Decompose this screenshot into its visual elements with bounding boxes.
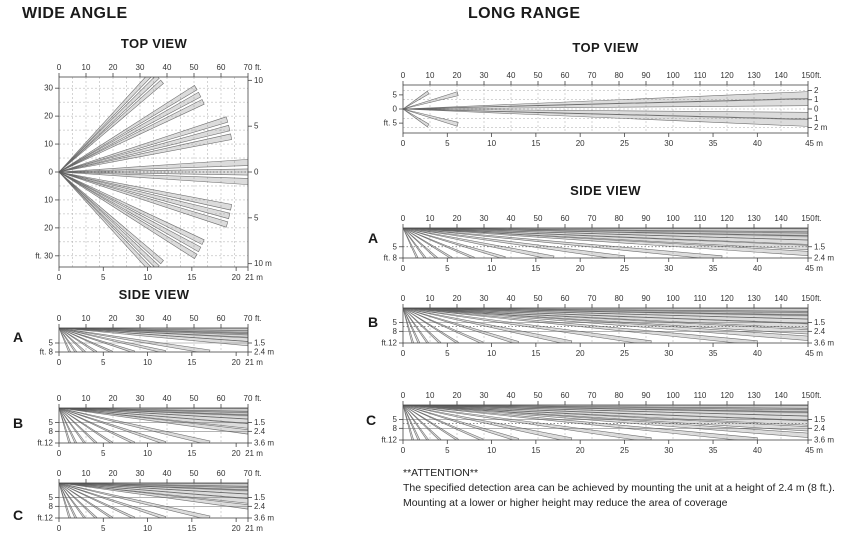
top-tick-label: 10 xyxy=(425,71,435,80)
top-tick-label: 30 xyxy=(135,394,145,403)
top-tick-label: 50 xyxy=(189,469,199,478)
bottom-tick-label: 20 xyxy=(231,524,241,533)
top-tick-label: 60 xyxy=(216,394,226,403)
top-tick-label: 60 xyxy=(560,214,570,223)
top-tick-label: 100 xyxy=(666,294,680,303)
top-tick-label: 100 xyxy=(666,214,680,223)
top-tick-label: 130 xyxy=(747,391,761,400)
top-tick-label: 150 xyxy=(801,391,815,400)
top-tick-label: 130 xyxy=(747,294,761,303)
top-tick-label: 40 xyxy=(506,214,516,223)
left-tick-label: ft. 8 xyxy=(39,347,53,357)
top-tick-label: 80 xyxy=(614,391,624,400)
bottom-tick-label: 20 xyxy=(231,358,241,367)
top-tick-label: 130 xyxy=(747,71,761,80)
top-tick-label: 40 xyxy=(506,294,516,303)
top-tick-label: 60 xyxy=(560,294,570,303)
right-tick-label: 2 xyxy=(814,85,819,95)
bottom-end-label: 45 m xyxy=(805,349,823,358)
long-side-a-svg xyxy=(380,205,842,275)
bottom-tick-label: 0 xyxy=(400,139,406,148)
left-tick-label: 30 xyxy=(44,83,53,93)
bottom-tick-label: 10 xyxy=(143,273,153,282)
top-tick-label: 80 xyxy=(614,214,624,223)
bottom-tick-label: 40 xyxy=(752,446,762,455)
top-tick-label: 10 xyxy=(81,63,91,72)
top-tick-label: 140 xyxy=(774,294,788,303)
top-tick-label: 10 xyxy=(81,394,91,403)
right-tick-label: 3.6 m xyxy=(814,435,835,445)
left-tick-label: 8 xyxy=(392,326,397,336)
bottom-tick-label: 15 xyxy=(187,358,197,367)
long-side-c-svg xyxy=(380,382,842,456)
bottom-tick-label: 20 xyxy=(231,449,241,458)
right-tick-label: 1.5 xyxy=(254,493,266,503)
bottom-tick-label: 40 xyxy=(752,264,762,273)
right-tick-label: 1.5 xyxy=(254,338,266,348)
bottom-tick-label: 0 xyxy=(400,349,406,358)
top-tick-label: 40 xyxy=(506,71,516,80)
top-tick-label: 0 xyxy=(400,214,406,223)
top-tick-label: 10 xyxy=(425,214,435,223)
right-tick-label: 3.6 m xyxy=(254,513,275,523)
left-tick-label: 5 xyxy=(48,338,53,348)
row-label-long-c: C xyxy=(366,412,377,428)
top-tick-label: 20 xyxy=(108,63,118,72)
long-top-view-chart xyxy=(380,58,842,163)
top-tick-label: 80 xyxy=(614,71,624,80)
bottom-tick-label: 0 xyxy=(56,524,62,533)
bottom-tick-label: 10 xyxy=(143,358,153,367)
top-tick-label: 70 xyxy=(587,391,597,400)
right-tick-label: 3.6 m xyxy=(254,438,275,448)
right-tick-label: 2.4 xyxy=(254,501,266,511)
right-tick-label: 2.4 xyxy=(814,326,826,336)
attention-line2: Mounting at a lower or higher height may reduce the area of coverage xyxy=(403,497,728,509)
top-tick-label: 40 xyxy=(162,63,172,72)
bottom-tick-label: 5 xyxy=(445,349,450,358)
top-axis-unit: ft. xyxy=(815,71,822,80)
right-tick-label: 10 xyxy=(254,75,263,85)
detection-beam xyxy=(403,92,458,109)
top-tick-label: 60 xyxy=(216,469,226,478)
bottom-end-label: 45 m xyxy=(805,264,823,273)
attention-line1: The specified detection area can be achieved by mounting the unit at a height of 2.4 m (8 ft.). xyxy=(403,482,835,494)
row-label-wide-b: B xyxy=(13,415,24,431)
left-tick-label: 10 xyxy=(44,195,53,205)
top-axis-unit: ft. xyxy=(815,391,822,400)
top-tick-label: 110 xyxy=(693,391,707,400)
top-tick-label: 90 xyxy=(641,294,651,303)
bottom-tick-label: 35 xyxy=(708,264,718,273)
bottom-tick-label: 20 xyxy=(575,349,585,358)
right-tick-label: 10 m xyxy=(254,259,272,269)
top-axis-unit: ft. xyxy=(255,63,262,72)
top-tick-label: 30 xyxy=(135,63,145,72)
top-tick-label: 40 xyxy=(506,391,516,400)
top-axis-unit: ft. xyxy=(815,214,822,223)
top-tick-label: 70 xyxy=(243,394,253,403)
bottom-tick-label: 25 xyxy=(620,446,629,455)
right-tick-label: 1.5 xyxy=(814,415,826,425)
left-tick-label: 8 xyxy=(48,426,53,436)
bottom-end-label: 45 m xyxy=(805,139,823,148)
top-tick-label: 0 xyxy=(56,469,62,478)
bottom-tick-label: 15 xyxy=(531,349,541,358)
top-tick-label: 70 xyxy=(587,214,597,223)
top-tick-label: 50 xyxy=(189,314,199,323)
top-tick-label: 20 xyxy=(452,214,462,223)
top-tick-label: 50 xyxy=(533,214,543,223)
bottom-tick-label: 25 xyxy=(620,264,629,273)
right-tick-label: 0 xyxy=(254,167,259,177)
left-tick-label: 5 xyxy=(392,90,397,100)
top-tick-label: 50 xyxy=(533,391,543,400)
top-tick-label: 70 xyxy=(587,71,597,80)
top-tick-label: 0 xyxy=(400,71,406,80)
top-tick-label: 100 xyxy=(666,391,680,400)
top-tick-label: 30 xyxy=(479,214,489,223)
bottom-end-label: 21 m xyxy=(245,524,263,533)
left-tick-label: ft.12 xyxy=(37,513,53,523)
row-label-wide-a: A xyxy=(13,329,24,345)
right-tick-label: 1 xyxy=(814,95,819,105)
left-tick-label: 10 xyxy=(44,139,53,149)
long-side-view-chart-b xyxy=(380,285,842,359)
top-tick-label: 0 xyxy=(56,394,62,403)
wide-top-svg xyxy=(20,50,310,290)
right-tick-label: 2.4 m xyxy=(254,347,275,357)
bottom-tick-label: 20 xyxy=(575,139,585,148)
bottom-tick-label: 15 xyxy=(187,273,197,282)
top-tick-label: 20 xyxy=(108,314,118,323)
right-tick-label: 3.6 m xyxy=(814,338,835,348)
bottom-tick-label: 10 xyxy=(143,524,153,533)
top-tick-label: 0 xyxy=(400,294,406,303)
left-tick-label: 5 xyxy=(392,415,397,425)
top-tick-label: 50 xyxy=(533,71,543,80)
wide-side-view-title: SIDE VIEW xyxy=(118,287,190,302)
right-tick-label: 2.4 xyxy=(814,423,826,433)
bottom-tick-label: 0 xyxy=(56,273,62,282)
top-tick-label: 30 xyxy=(479,71,489,80)
top-tick-label: 30 xyxy=(135,314,145,323)
long-side-view-title: SIDE VIEW xyxy=(570,183,641,198)
top-tick-label: 0 xyxy=(56,314,62,323)
long-range-heading: LONG RANGE xyxy=(468,5,581,22)
right-tick-label: 2.4 xyxy=(254,426,266,436)
bottom-tick-label: 40 xyxy=(752,349,762,358)
top-tick-label: 70 xyxy=(243,314,253,323)
bottom-tick-label: 0 xyxy=(56,449,62,458)
top-tick-label: 120 xyxy=(720,391,734,400)
attention-title: **ATTENTION** xyxy=(403,467,479,479)
top-tick-label: 20 xyxy=(452,294,462,303)
row-label-long-b: B xyxy=(368,314,379,330)
top-tick-label: 100 xyxy=(666,71,680,80)
bottom-tick-label: 5 xyxy=(101,524,106,533)
left-tick-label: 5 xyxy=(392,242,397,252)
top-tick-label: 10 xyxy=(81,314,91,323)
long-side-view-chart-c xyxy=(380,382,842,456)
left-tick-label: 0 xyxy=(48,167,53,177)
top-tick-label: 60 xyxy=(216,314,226,323)
right-tick-label: 5 xyxy=(254,213,259,223)
left-tick-label: 5 xyxy=(48,493,53,503)
top-tick-label: 90 xyxy=(641,71,651,80)
bottom-tick-label: 20 xyxy=(575,264,585,273)
top-tick-label: 150 xyxy=(801,71,815,80)
top-tick-label: 60 xyxy=(560,71,570,80)
top-tick-label: 30 xyxy=(479,391,489,400)
wide-top-view-chart xyxy=(20,50,310,290)
top-axis-unit: ft. xyxy=(255,394,262,403)
bottom-tick-label: 15 xyxy=(531,446,541,455)
bottom-tick-label: 5 xyxy=(101,273,106,282)
detection-beam xyxy=(403,109,429,127)
top-axis-unit: ft. xyxy=(815,294,822,303)
bottom-tick-label: 30 xyxy=(664,446,674,455)
top-tick-label: 60 xyxy=(560,391,570,400)
bottom-tick-label: 20 xyxy=(231,273,241,282)
top-tick-label: 30 xyxy=(135,469,145,478)
bottom-tick-label: 25 xyxy=(620,139,629,148)
top-tick-label: 20 xyxy=(452,71,462,80)
left-tick-label: ft. 5 xyxy=(383,118,397,128)
top-tick-label: 140 xyxy=(774,71,788,80)
top-tick-label: 40 xyxy=(162,394,172,403)
top-tick-label: 10 xyxy=(425,391,435,400)
wide-side-b-svg xyxy=(20,385,310,460)
top-tick-label: 60 xyxy=(216,63,226,72)
bottom-tick-label: 20 xyxy=(575,446,585,455)
top-tick-label: 40 xyxy=(162,314,172,323)
top-tick-label: 80 xyxy=(614,294,624,303)
bottom-tick-label: 10 xyxy=(143,449,153,458)
detection-beam xyxy=(403,109,458,126)
bottom-tick-label: 10 xyxy=(487,349,497,358)
bottom-tick-label: 0 xyxy=(400,446,406,455)
right-tick-label: 1 xyxy=(814,113,819,123)
right-tick-label: 1.5 xyxy=(814,242,826,252)
bottom-tick-label: 10 xyxy=(487,446,497,455)
left-tick-label: ft. 8 xyxy=(383,253,397,263)
top-tick-label: 120 xyxy=(720,214,734,223)
right-tick-label: 0 xyxy=(814,104,819,114)
top-tick-label: 20 xyxy=(108,394,118,403)
top-tick-label: 90 xyxy=(641,214,651,223)
top-tick-label: 110 xyxy=(693,71,707,80)
top-tick-label: 120 xyxy=(720,294,734,303)
bottom-tick-label: 15 xyxy=(531,139,541,148)
left-tick-label: ft.12 xyxy=(381,435,397,445)
top-tick-label: 50 xyxy=(533,294,543,303)
left-tick-label: 8 xyxy=(48,501,53,511)
left-tick-label: 5 xyxy=(48,418,53,428)
bottom-tick-label: 5 xyxy=(445,264,450,273)
row-label-wide-c: C xyxy=(13,507,24,523)
bottom-tick-label: 30 xyxy=(664,349,674,358)
wide-side-a-svg xyxy=(20,303,310,373)
long-side-view-chart-a xyxy=(380,205,842,275)
bottom-tick-label: 30 xyxy=(664,139,674,148)
wide-angle-heading: WIDE ANGLE xyxy=(22,5,128,22)
top-tick-label: 90 xyxy=(641,391,651,400)
left-tick-label: 20 xyxy=(44,111,53,121)
bottom-tick-label: 15 xyxy=(187,449,197,458)
bottom-end-label: 21 m xyxy=(245,449,263,458)
bottom-tick-label: 15 xyxy=(187,524,197,533)
bottom-tick-label: 5 xyxy=(445,446,450,455)
top-tick-label: 10 xyxy=(81,469,91,478)
wide-side-c-svg xyxy=(20,460,310,535)
top-tick-label: 20 xyxy=(108,469,118,478)
bottom-end-label: 45 m xyxy=(805,446,823,455)
bottom-end-label: 21 m xyxy=(245,273,263,282)
right-tick-label: 2.4 m xyxy=(814,253,835,263)
bottom-tick-label: 30 xyxy=(664,264,674,273)
top-axis-unit: ft. xyxy=(255,469,262,478)
top-axis-unit: ft. xyxy=(255,314,262,323)
right-tick-label: 5 xyxy=(254,121,259,131)
bottom-tick-label: 10 xyxy=(487,264,497,273)
bottom-tick-label: 35 xyxy=(708,446,718,455)
top-tick-label: 0 xyxy=(56,63,62,72)
left-tick-label: ft. 30 xyxy=(35,251,53,261)
bottom-tick-label: 35 xyxy=(708,139,718,148)
right-tick-label: 1.5 xyxy=(814,318,826,328)
top-tick-label: 110 xyxy=(693,294,707,303)
top-tick-label: 70 xyxy=(587,294,597,303)
top-tick-label: 70 xyxy=(243,63,253,72)
right-tick-label: 2 m xyxy=(814,123,828,133)
left-tick-label: 0 xyxy=(392,104,397,114)
bottom-tick-label: 5 xyxy=(101,449,106,458)
bottom-tick-label: 25 xyxy=(620,349,629,358)
bottom-tick-label: 15 xyxy=(531,264,541,273)
row-label-long-a: A xyxy=(368,230,379,246)
top-tick-label: 50 xyxy=(189,63,199,72)
bottom-tick-label: 0 xyxy=(56,358,62,367)
top-tick-label: 10 xyxy=(425,294,435,303)
bottom-tick-label: 35 xyxy=(708,349,718,358)
top-tick-label: 140 xyxy=(774,391,788,400)
bottom-end-label: 21 m xyxy=(245,358,263,367)
left-tick-label: 20 xyxy=(44,223,53,233)
wide-side-view-chart-a xyxy=(20,303,310,373)
top-tick-label: 120 xyxy=(720,71,734,80)
long-top-view-title: TOP VIEW xyxy=(572,40,639,55)
top-tick-label: 140 xyxy=(774,214,788,223)
left-tick-label: ft.12 xyxy=(381,338,397,348)
right-tick-label: 1.5 xyxy=(254,418,266,428)
left-tick-label: ft.12 xyxy=(37,438,53,448)
bottom-tick-label: 40 xyxy=(752,139,762,148)
bottom-tick-label: 5 xyxy=(445,139,450,148)
detection-beam xyxy=(403,91,429,109)
long-top-svg xyxy=(380,58,842,163)
top-tick-label: 40 xyxy=(162,469,172,478)
top-tick-label: 20 xyxy=(452,391,462,400)
wide-side-view-chart-c xyxy=(20,460,310,535)
attention-note xyxy=(403,466,835,511)
bottom-tick-label: 5 xyxy=(101,358,106,367)
bottom-tick-label: 10 xyxy=(487,139,497,148)
top-tick-label: 150 xyxy=(801,214,815,223)
top-tick-label: 110 xyxy=(693,214,707,223)
top-tick-label: 30 xyxy=(479,294,489,303)
top-tick-label: 50 xyxy=(189,394,199,403)
wide-top-view-title: TOP VIEW xyxy=(120,36,188,51)
top-tick-label: 150 xyxy=(801,294,815,303)
top-tick-label: 130 xyxy=(747,214,761,223)
long-side-b-svg xyxy=(380,285,842,359)
bottom-tick-label: 0 xyxy=(400,264,406,273)
left-tick-label: 8 xyxy=(392,423,397,433)
top-tick-label: 0 xyxy=(400,391,406,400)
top-tick-label: 70 xyxy=(243,469,253,478)
left-tick-label: 5 xyxy=(392,318,397,328)
wide-side-view-chart-b xyxy=(20,385,310,460)
